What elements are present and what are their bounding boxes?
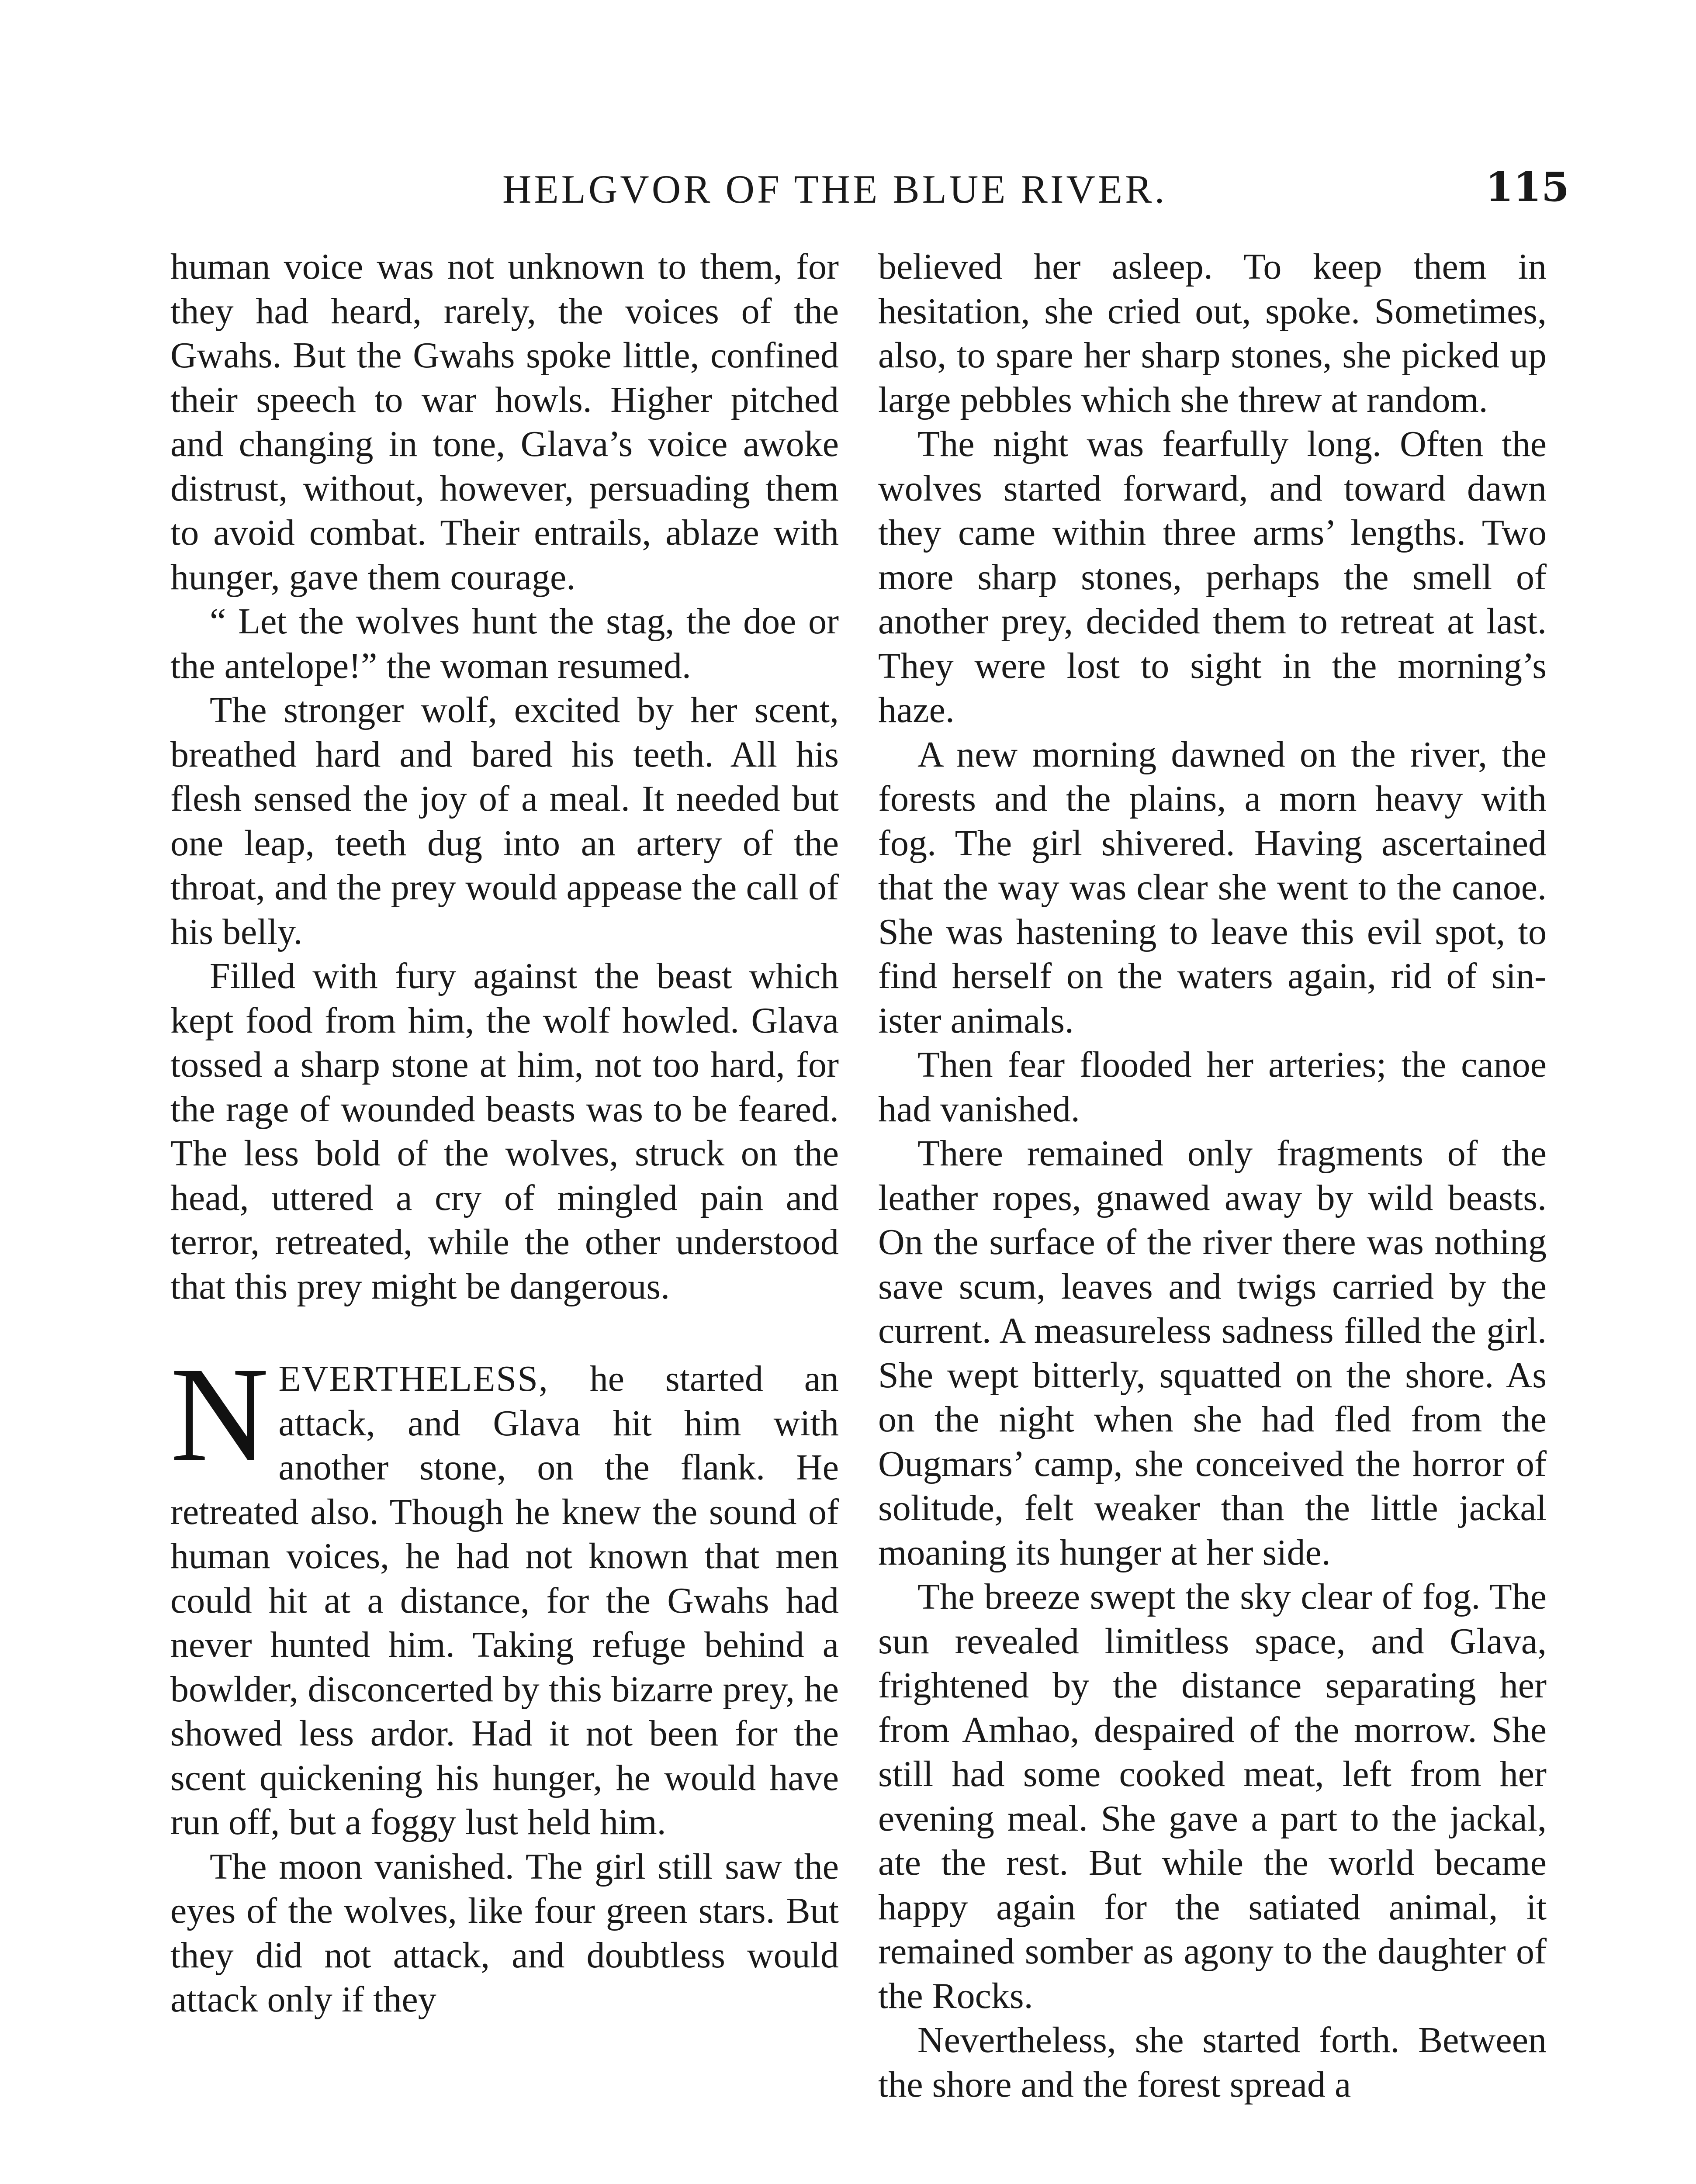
paragraph: The breeze swept the sky clear of fog. The sun revealed limitless space, and Glava, frightened by the distance separating her from Amhao, despaired of the morrow. She still had some cooked meat, left from her evening meal. She gave a part to the jackal, ate the rest. But while the world became happy again for the satiated animal, it remained somber as agony to the daughter of the Rocks. [878,1576,1547,2016]
left-column [170,245,839,2022]
paragraph: human voice was not unknown to them, for they had heard, rarely, the voices of the Gwahs. But the Gwahs spoke little, confined their speech to war howls. Higher pitched and changing in tone, Glava’s voice awoke distrust, without, however, persuading them to avoid combat. Their entrails, ablaze with hunger, gave them courage. [170,246,839,598]
section-break [170,1309,839,1357]
dropcap-paragraph-text: he started an attack, and Glava hit him with another stone, on the flank. He retreated also. Though he knew the sound of human voices, he had not known that men could hit at a distance, for the Gwahs had never hunted him. Taking refuge behind a bowlder, disconcerted by this bizarre prey, he showed less ardor. Had it not been for the scent quickening his hunger, he would have run off, but a foggy lust held him. [170,1358,839,1842]
running-head [0,162,1696,232]
paragraph: The stronger wolf, excited by her scent, breathed hard and bared his teeth. All his flesh sensed the joy of a meal. It needed but one leap, teeth dug into an artery of the throat, and the prey would appease the call of his belly. [170,690,839,952]
paragraph: Filled with fury against the beast which kept food from him, the wolf howled. Glava tossed a sharp stone at him, not too hard, for the rage of wounded beasts was to be feared. The less bold of the wolves, struck on the head, uttered a cry of mingled pain and terror, retreated, while the other understood that this prey might be dangerous. [170,956,839,1307]
paragraph: Then fear flooded her arteries; the canoe had vanished. [878,1044,1547,1130]
paragraph: A new morning dawned on the river, the forests and the plains, a morn heavy with fog. The girl shivered. Having ascertained that the way was clear she went to the canoe. She was hastening to leave this evil spot, to find herself on the waters again, rid of sinister animals. [878,734,1547,1041]
dropcap-paragraph [170,1339,839,1845]
drop-cap: N [170,1339,269,1490]
page-number: 115 [1485,163,1570,211]
paragraph: The moon vanished. The girl still saw the eyes of the wolves, like four green stars. But they did not attack, and doubtless would attack only if they [170,1846,839,2020]
paragraph: The night was fearfully long. Often the wolves started forward, and toward dawn they came within three arms’ lengths. Two more sharp stones, perhaps the smell of another prey, decided them to retreat at last. They were lost to sight in the morning’s haze. [878,424,1547,730]
paragraph: Nevertheless, she started forth. Between the shore and the forest spread a [878,2020,1547,2105]
paragraph: “ Let the wolves hunt the stag, the doe or the antelope!” the woman resumed. [170,601,839,686]
running-title: HELGVOR OF THE BLUE RIVER. [502,167,1167,211]
paragraph: believed her asleep. To keep them in hesitation, she cried out, spoke. Sometimes, also, to spare her sharp stones, she picked up large pebbles which she threw at random. [878,246,1547,420]
paragraph: There remained only fragments of the leather ropes, gnawed away by wild beasts. On the surface of the river there was nothing save scum, leaves and twigs carried by the current. A measureless sadness filled the girl. She wept bitterly, squatted on the shore. As on the night when she had fled from the Ougmars’ camp, she conceived the horror of solitude, felt weaker than the little jackal moaning its hunger at her side. [878,1133,1547,1573]
opening-smallcaps: EVERTHELESS, [278,1358,549,1399]
right-column [878,245,1547,2107]
